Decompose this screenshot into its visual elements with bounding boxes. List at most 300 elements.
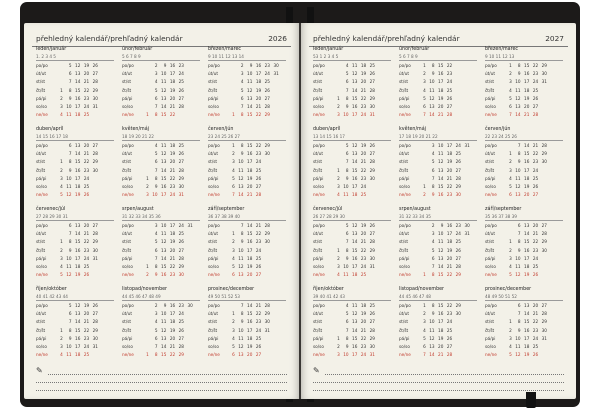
day-row: [36, 150, 114, 158]
day-cell: 14: [75, 79, 81, 85]
day-cell: 2: [337, 255, 340, 261]
day-row: [485, 95, 563, 103]
day-cell: 24: [360, 112, 367, 118]
weekday-label: so/so: [399, 263, 410, 269]
month-name: září/september: [208, 207, 245, 212]
day-cell: 4: [337, 272, 340, 278]
day-row: [399, 327, 477, 335]
day-cell: 24: [178, 311, 184, 317]
day-row: [313, 142, 391, 150]
day-cell: 21: [360, 87, 367, 93]
day-cell: 5: [423, 335, 426, 341]
day-cell: 25: [369, 63, 375, 68]
left-page-year: 2026: [268, 34, 287, 43]
month-name: březen/marec: [485, 47, 519, 52]
month-block: [399, 286, 477, 367]
day-cell: 3: [431, 143, 435, 148]
day-row: [208, 318, 286, 326]
right-page: [301, 23, 576, 399]
day-cell: 1: [232, 311, 235, 317]
day-cell: 3: [232, 159, 235, 165]
day-row: [313, 238, 391, 246]
month-block: [485, 126, 563, 207]
day-cell: 27: [446, 103, 453, 109]
day-cell: 30: [264, 239, 270, 245]
day-cell: 16: [161, 183, 167, 189]
day-cell: 4: [232, 335, 235, 341]
day-cell: 27: [92, 311, 98, 317]
day-cell: 15: [438, 63, 444, 68]
day-cell: 20: [83, 143, 90, 148]
day-cell: 17: [247, 327, 253, 333]
day-cell: 6: [154, 247, 158, 253]
day-cell: 9: [68, 335, 72, 341]
day-cell: 13: [161, 335, 167, 341]
day-cell: 4: [154, 143, 158, 148]
day-cell: 31: [541, 79, 547, 85]
day-cell: 3: [240, 71, 244, 77]
day-row: [485, 167, 563, 175]
day-cell: 30: [264, 319, 270, 325]
day-cell: 25: [178, 79, 184, 85]
day-row: [399, 335, 477, 343]
day-row: [399, 310, 477, 318]
weekday-label: st/st: [36, 319, 46, 325]
day-cell: 23: [255, 239, 262, 245]
weekday-label: po/po: [208, 303, 220, 308]
day-row: [208, 310, 286, 318]
day-cell: 10: [515, 255, 521, 261]
day-cell: 21: [83, 151, 90, 157]
weekday-label: čt/št: [36, 327, 46, 333]
day-row: [208, 62, 286, 70]
day-row: [399, 87, 477, 95]
day-row: [399, 158, 477, 166]
day-cell: 19: [169, 239, 176, 245]
day-cell: 21: [83, 231, 90, 237]
weekday-label: čt/št: [208, 167, 218, 173]
day-cell: 10: [66, 103, 72, 109]
month-block: [36, 126, 114, 207]
day-cell: 23: [446, 71, 453, 77]
day-cell: 31: [273, 71, 279, 77]
day-cell: 1: [146, 112, 149, 118]
weekday-label: po/po: [399, 303, 411, 308]
day-row: [399, 62, 477, 70]
weekday-label: čt/št: [485, 327, 495, 333]
day-cell: 14: [352, 87, 358, 93]
day-row: [208, 271, 286, 279]
day-row: [36, 263, 114, 271]
day-cell: 9: [249, 63, 253, 68]
weekday-label: st/st: [399, 319, 409, 325]
day-cell: 1: [337, 247, 340, 253]
weekday-label: po/po: [485, 63, 497, 68]
week-numbers: 48 49 50 51 52: [485, 293, 563, 301]
weekday-label: út/ut: [399, 71, 410, 77]
weekday-label: čt/št: [313, 167, 323, 173]
day-cell: 10: [515, 167, 521, 173]
day-cell: 9: [240, 239, 244, 245]
day-cell: 12: [161, 327, 167, 333]
day-cell: 18: [438, 327, 444, 333]
weekday-label: út/ut: [208, 231, 219, 237]
day-cell: 24: [178, 223, 184, 228]
day-cell: 8: [345, 247, 349, 253]
day-cell: 5: [232, 263, 235, 269]
day-cell: 19: [75, 272, 81, 278]
day-row: [208, 111, 286, 119]
day-cell: 6: [232, 272, 235, 278]
day-row: [208, 335, 286, 343]
day-cell: 28: [178, 103, 184, 109]
day-cell: 22: [360, 167, 367, 173]
day-cell: 19: [169, 151, 176, 157]
day-cell: 25: [83, 352, 90, 358]
day-row: [208, 222, 286, 230]
weekday-label: st/st: [485, 159, 495, 165]
day-cell: 31: [187, 223, 193, 228]
day-cell: 22: [169, 112, 176, 118]
day-cell: 8: [240, 311, 244, 317]
day-cell: 17: [247, 247, 253, 253]
day-row: [122, 318, 200, 326]
weekday-label: so/so: [485, 263, 496, 269]
day-row: [399, 111, 477, 119]
day-cell: 20: [169, 95, 176, 101]
month-block: [122, 46, 200, 127]
day-cell: 12: [515, 95, 521, 101]
day-cell: 11: [238, 335, 244, 341]
day-row: [208, 95, 286, 103]
day-cell: 25: [264, 79, 270, 85]
day-row: [122, 150, 200, 158]
month-name: prosinec/december: [208, 287, 255, 292]
day-cell: 30: [264, 151, 270, 157]
weekday-label: ne/ne: [313, 272, 325, 278]
month-block: [313, 206, 391, 287]
day-cell: 23: [360, 255, 367, 261]
day-cell: 5: [68, 303, 72, 308]
weekday-label: ne/ne: [399, 352, 411, 358]
day-cell: 28: [178, 343, 184, 349]
day-cell: 23: [455, 223, 461, 228]
weekday-label: so/so: [36, 103, 47, 109]
day-row: [485, 150, 563, 158]
day-cell: 17: [524, 79, 530, 85]
day-cell: 17: [247, 159, 253, 165]
day-cell: 19: [247, 175, 253, 181]
day-cell: 30: [455, 311, 461, 317]
left-notes-area[interactable]: [36, 366, 287, 392]
day-cell: 6: [345, 151, 349, 157]
day-cell: 14: [75, 151, 81, 157]
day-cell: 6: [68, 311, 72, 317]
month-name: červenec/júl: [313, 207, 343, 212]
weekday-label: st/st: [122, 319, 132, 325]
right-notes-area[interactable]: [313, 366, 564, 392]
day-cell: 18: [75, 263, 81, 269]
day-cell: 16: [352, 103, 358, 109]
weekday-label: čt/št: [208, 247, 218, 253]
day-cell: 3: [337, 263, 340, 269]
day-row: [313, 183, 391, 191]
day-cell: 24: [455, 143, 461, 148]
weekday-label: pá/pi: [208, 335, 219, 341]
day-cell: 22: [446, 63, 453, 68]
day-cell: 23: [532, 159, 539, 165]
weekday-label: pá/pi: [399, 95, 410, 101]
day-cell: 8: [154, 112, 158, 118]
day-cell: 9: [440, 223, 444, 228]
weekday-label: so/so: [399, 183, 410, 189]
day-cell: 21: [524, 112, 530, 118]
day-row: [208, 175, 286, 183]
left-page: [24, 23, 299, 399]
day-cell: 14: [247, 103, 253, 109]
day-cell: 21: [83, 319, 90, 325]
day-cell: 7: [68, 231, 72, 237]
day-row: [208, 142, 286, 150]
day-cell: 9: [345, 175, 349, 181]
day-row: [36, 158, 114, 166]
day-cell: 5: [232, 343, 235, 349]
day-row: [208, 351, 286, 359]
day-cell: 13: [75, 311, 81, 317]
day-cell: 26: [369, 143, 375, 148]
day-row: [485, 78, 563, 86]
day-cell: 5: [509, 352, 512, 358]
week-numbers: 40 41 42 43 44: [36, 293, 114, 301]
day-row: [36, 222, 114, 230]
day-cell: 6: [345, 231, 349, 237]
day-cell: 14: [524, 143, 530, 148]
day-cell: 13: [247, 95, 253, 101]
weekday-label: ne/ne: [313, 352, 325, 358]
day-cell: 20: [247, 272, 253, 278]
day-cell: 8: [240, 143, 244, 148]
day-row: [313, 103, 391, 111]
weekday-label: st/st: [313, 79, 323, 85]
week-numbers: 9 10 11 12 13 14: [208, 53, 286, 61]
day-cell: 23: [446, 192, 453, 198]
day-cell: 6: [509, 103, 512, 109]
day-cell: 3: [154, 223, 158, 228]
day-cell: 6: [68, 71, 72, 77]
weekday-label: pá/pi: [399, 335, 410, 341]
day-cell: 21: [83, 79, 90, 85]
day-cell: 5: [240, 87, 244, 93]
day-cell: 23: [169, 183, 176, 189]
day-cell: 26: [532, 272, 539, 278]
day-cell: 10: [161, 223, 167, 228]
note-line: [36, 390, 287, 391]
day-cell: 18: [169, 143, 176, 148]
day-cell: 3: [337, 352, 340, 358]
day-cell: 2: [232, 319, 235, 325]
month-name: únor/február: [122, 47, 153, 52]
week-numbers: 31 32 33 34 35 36: [122, 213, 200, 221]
day-cell: 13: [161, 247, 167, 253]
day-cell: 20: [524, 192, 530, 198]
day-cell: 19: [524, 352, 530, 358]
day-row: [399, 191, 477, 199]
day-row: [122, 351, 200, 359]
weekday-label: čt/št: [485, 167, 495, 173]
day-cell: 25: [532, 175, 539, 181]
day-cell: 20: [83, 71, 90, 77]
weekday-label: čt/št: [122, 327, 132, 333]
day-cell: 20: [360, 79, 367, 85]
day-cell: 28: [178, 167, 184, 173]
day-cell: 31: [369, 352, 375, 358]
day-cell: 7: [240, 103, 244, 109]
weekday-label: pá/pi: [36, 175, 47, 181]
day-row: [313, 167, 391, 175]
day-cell: 17: [352, 183, 358, 189]
weekday-label: po/po: [313, 223, 325, 228]
day-row: [313, 111, 391, 119]
day-cell: 13: [75, 143, 81, 148]
month-name: listopad/november: [399, 287, 445, 292]
week-numbers: 23 24 25 26 27: [208, 133, 286, 141]
day-cell: 6: [517, 303, 521, 308]
day-cell: 9: [517, 71, 521, 77]
day-cell: 7: [154, 255, 158, 261]
day-row: [313, 62, 391, 70]
weekday-label: so/so: [36, 183, 47, 189]
day-cell: 4: [345, 63, 349, 68]
day-cell: 23: [83, 95, 90, 101]
day-cell: 29: [178, 263, 184, 269]
weekday-label: st/st: [399, 79, 409, 85]
day-cell: 4: [154, 319, 158, 325]
weekday-label: čt/št: [399, 247, 409, 253]
day-cell: 30: [369, 255, 375, 261]
day-cell: 21: [446, 175, 453, 181]
day-cell: 18: [75, 112, 81, 118]
day-cell: 22: [169, 175, 176, 181]
day-cell: 9: [240, 151, 244, 157]
day-cell: 23: [169, 272, 176, 278]
day-cell: 7: [68, 319, 72, 325]
day-cell: 11: [161, 231, 167, 237]
day-cell: 10: [515, 335, 521, 341]
weekday-label: po/po: [485, 143, 497, 148]
day-cell: 4: [509, 87, 512, 93]
weekday-label: út/ut: [313, 231, 324, 237]
weekday-label: ne/ne: [36, 192, 48, 198]
weekday-label: so/so: [208, 343, 219, 349]
month-block: [36, 46, 114, 127]
day-cell: 29: [178, 175, 184, 181]
day-cell: 19: [255, 87, 262, 93]
note-line: [325, 374, 564, 375]
day-cell: 22: [532, 239, 539, 245]
day-cell: 11: [161, 143, 167, 148]
day-cell: 21: [255, 103, 262, 109]
day-cell: 31: [92, 255, 98, 261]
month-name: květen/máj: [399, 127, 427, 132]
day-cell: 15: [438, 183, 444, 189]
day-cell: 26: [369, 71, 375, 77]
day-cell: 18: [75, 352, 81, 358]
day-cell: 5: [345, 311, 349, 317]
day-cell: 17: [524, 335, 530, 341]
day-cell: 8: [431, 63, 435, 68]
day-cell: 27: [255, 352, 262, 358]
month-name: říjen/október: [313, 287, 344, 292]
day-cell: 18: [360, 63, 367, 68]
day-cell: 31: [369, 263, 375, 269]
day-cell: 8: [68, 87, 72, 93]
week-numbers: 1. 2 3 4 5: [36, 53, 114, 61]
day-cell: 27: [178, 247, 184, 253]
day-cell: 10: [152, 192, 158, 198]
month-block: [485, 286, 563, 367]
day-cell: 10: [343, 263, 349, 269]
day-cell: 1: [146, 175, 149, 181]
weekday-label: so/so: [313, 263, 324, 269]
day-cell: 25: [369, 303, 375, 308]
weekday-label: st/st: [36, 159, 46, 165]
day-cell: 23: [446, 311, 453, 317]
week-numbers: 17 18 19 20 21 22: [399, 133, 477, 141]
day-cell: 1: [60, 327, 63, 333]
day-cell: 14: [524, 311, 530, 317]
day-row: [399, 175, 477, 183]
day-cell: 22: [83, 327, 90, 333]
month-name: květen/máj: [122, 127, 150, 132]
weekday-label: po/po: [399, 63, 411, 68]
day-cell: 16: [524, 71, 530, 77]
day-row: [36, 191, 114, 199]
day-cell: 17: [255, 71, 262, 77]
weekday-label: ne/ne: [208, 192, 220, 198]
day-cell: 2: [509, 327, 512, 333]
day-cell: 16: [446, 223, 453, 228]
month-name: červen/jún: [208, 127, 234, 132]
weekday-label: pá/pi: [36, 335, 47, 341]
day-cell: 13: [238, 272, 244, 278]
day-cell: 28: [369, 159, 375, 165]
day-cell: 8: [154, 263, 158, 269]
weekday-label: pá/pi: [485, 95, 496, 101]
day-cell: 19: [360, 223, 367, 228]
month-block: [208, 286, 286, 367]
day-cell: 17: [75, 103, 81, 109]
day-cell: 9: [345, 343, 349, 349]
day-cell: 12: [438, 159, 444, 165]
day-cell: 17: [446, 231, 453, 237]
weekday-label: st/st: [399, 159, 409, 165]
day-cell: 27: [455, 255, 461, 261]
day-cell: 21: [247, 192, 253, 198]
day-row: [36, 310, 114, 318]
day-cell: 30: [464, 223, 470, 228]
weekday-label: čt/št: [313, 87, 323, 93]
day-cell: 27: [92, 223, 98, 228]
day-cell: 25: [255, 255, 262, 261]
day-cell: 29: [264, 311, 270, 317]
day-cell: 22: [360, 335, 367, 341]
day-cell: 9: [517, 327, 521, 333]
day-row: [36, 318, 114, 326]
day-cell: 30: [541, 327, 547, 333]
day-cell: 8: [154, 175, 158, 181]
day-cell: 26: [532, 352, 539, 358]
day-row: [36, 103, 114, 111]
